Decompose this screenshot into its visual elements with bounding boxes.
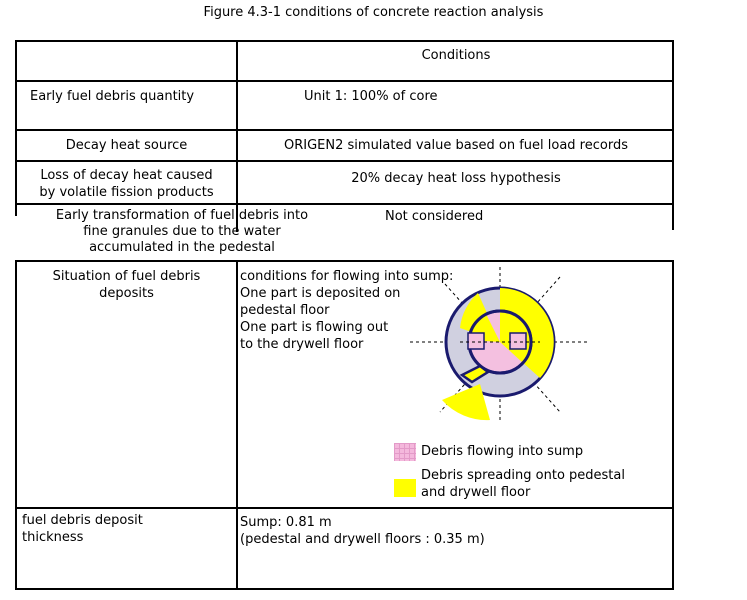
legend-label-sump: Debris flowing into sump: [421, 444, 584, 459]
row-label-deposit-thickness: fuel debris deposit thickness: [22, 513, 143, 545]
row-divider: [15, 203, 674, 205]
row-value-decay-heat-source: ORIGEN2 simulated value based on fuel load records: [284, 138, 628, 153]
row-value-granule-transformation: Not considered: [385, 209, 484, 224]
row-value-debris-deposits: conditions for flowing into sump: One part is deposited on pedestal floor One part is flowing out to the drywell floor: [240, 269, 454, 352]
row-label-debris-quantity: Early fuel debris quantity: [30, 89, 195, 104]
row-label-decay-heat-source: Decay heat source: [65, 138, 188, 153]
row-label-decay-heat-loss: Loss of decay heat caused by volatile fission products: [39, 168, 214, 200]
figure-title: Figure 4.3-1 conditions of concrete reaction analysis: [203, 5, 544, 20]
row-divider: [15, 80, 674, 82]
row-divider: [15, 507, 674, 509]
row-divider: [15, 129, 674, 131]
legend-swatch-spread: [394, 479, 416, 497]
row-label-granule-transformation: Early transformation of fuel debris into fine granules due to the water accumulated in the pedestal: [55, 208, 309, 255]
row-divider: [15, 160, 674, 162]
legend-label-spread: Debris spreading onto pedestal and drywell floor: [421, 468, 625, 500]
header-conditions: Conditions: [421, 48, 491, 63]
pedestal-diagram: [400, 262, 600, 437]
row-value-decay-heat-loss: 20% decay heat loss hypothesis: [351, 171, 561, 186]
row-label-debris-deposits: Situation of fuel debris deposits: [52, 269, 201, 301]
row-value-deposit-thickness: Sump: 0.81 m (pedestal and drywell floors : 0.35 m): [240, 515, 485, 547]
legend-swatch-sump: [394, 443, 416, 461]
row-value-debris-quantity: Unit 1: 100% of core: [304, 89, 438, 104]
